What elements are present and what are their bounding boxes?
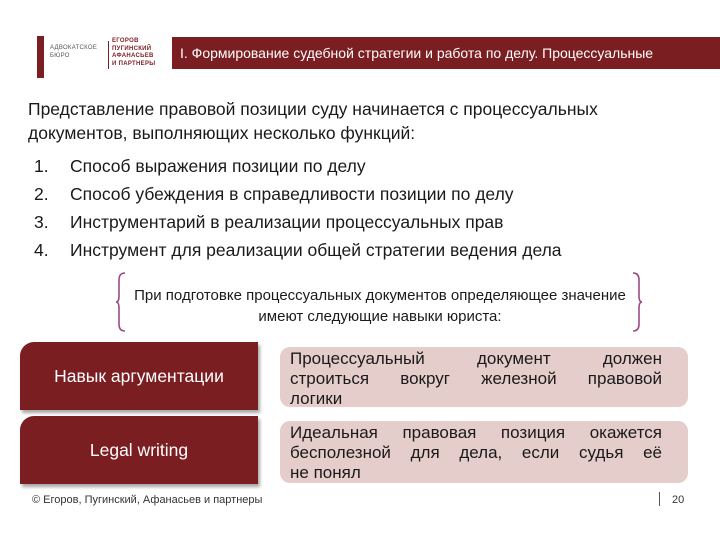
list-item-number: 4.	[34, 240, 49, 260]
slide-title: I. Формирование судебной стратегии и работа по делу. Процессуальные	[172, 37, 720, 69]
skill-description-argumentation: Процессуальный документ должен строиться вокруг железной правовой логики	[280, 347, 688, 407]
logo-mark	[37, 36, 44, 78]
footer-divider	[659, 492, 660, 506]
functions-list	[34, 152, 704, 264]
skill-label-legal-writing: Legal writing	[20, 416, 258, 484]
list-item	[34, 180, 704, 208]
list-item	[34, 208, 704, 236]
skills-intro-note: При подготовке процессуальных документов определяющее значение имеют следующие навыки юриста:	[134, 287, 626, 325]
footer-copyright: © Егоров, Пугинский, Афанасьев и партнеры	[32, 494, 263, 506]
list-item-text: Инструмент для реализации общей стратегии ведения дела	[70, 240, 562, 260]
list-item	[34, 236, 704, 264]
list-item-text: Способ выражения позиции по делу	[70, 156, 366, 176]
list-item-number: 1.	[34, 156, 49, 176]
logo-divider	[108, 41, 109, 69]
logo-text-left: АДВОКАТСКОЕ БЮРО	[50, 45, 98, 59]
list-item-number: 3.	[34, 212, 49, 232]
skill-description-legal-writing: Идеальная правовая позиция окажется бесполезной для дела, если судья её не понял	[280, 421, 688, 483]
page-number: 20	[672, 494, 685, 506]
list-item-number: 2.	[34, 184, 49, 204]
intro-line-1: Представление правовой позиции суду начинается с процессуальных	[28, 99, 598, 119]
intro-line-2: документов, выполняющих несколько функций:	[28, 123, 416, 143]
intro-text	[28, 97, 698, 145]
list-item	[34, 152, 704, 180]
list-item-text: Способ убеждения в справедливости позиции по делу	[70, 184, 514, 204]
list-item-text: Инструментарий в реализации процессуальных прав	[70, 212, 504, 232]
logo-text-right: ЕГОРОВ ПУГИНСКИЙ АФАНАСЬЕВ И ПАРТНЕРЫ	[112, 38, 156, 67]
skill-label-argumentation: Навык аргументации	[20, 342, 258, 410]
